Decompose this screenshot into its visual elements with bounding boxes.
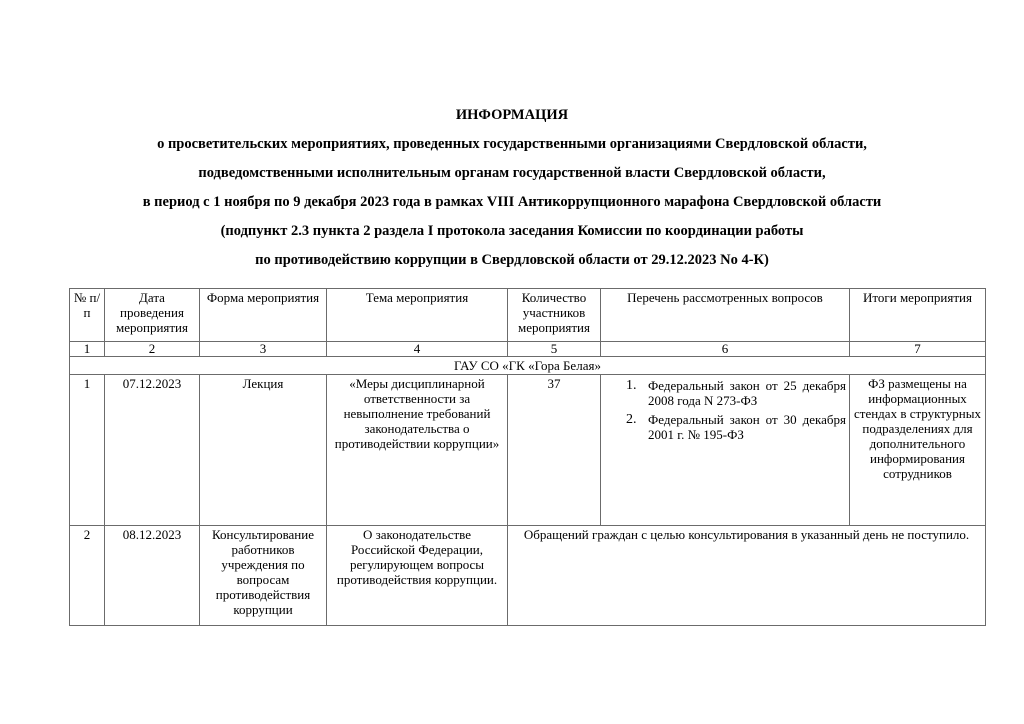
section-title: ГАУ СО «ГК «Гора Белая» [70,357,986,375]
table-row [70,375,986,526]
row-topic: «Меры дисциплинарной ответственности за невыполнение требований законодательства о противодействии коррупции» [327,375,508,526]
row-participants: 37 [508,375,601,526]
column-number: 5 [508,342,601,357]
column-number: 7 [850,342,986,357]
heading-line-3: в период с 1 ноября по 9 декабря 2023 года в рамках VIII Антикоррупционного марафона Свердловской области [142,194,882,210]
question-text: Федеральный закон от 25 декабря 2008 года N 273-ФЗ [648,378,846,408]
header-num: № п/п [70,289,105,342]
header-participants: Количество участников мероприятия [508,289,601,342]
row-questions [601,375,850,526]
events-table [69,288,986,626]
column-number-row [70,342,986,357]
column-number: 4 [327,342,508,357]
header-topic: Тема мероприятия [327,289,508,342]
header-form: Форма мероприятия [200,289,327,342]
row-topic: О законодательстве Российской Федерации, регулирующем вопросы противодействия коррупции. [327,526,508,626]
row-merged-note: Обращений граждан с целью консультирования в указанный день не поступило. [508,526,986,626]
document-heading [40,104,984,278]
section-row [70,357,986,375]
table-row [70,526,986,626]
column-number: 1 [70,342,105,357]
column-number: 3 [200,342,327,357]
row-form: Лекция [200,375,327,526]
row-num: 1 [70,375,105,526]
header-questions: Перечень рассмотренных вопросов [601,289,850,342]
document-title: ИНФОРМАЦИЯ [455,107,569,123]
row-date: 08.12.2023 [105,526,200,626]
question-number: 1. [626,378,637,393]
row-results: ФЗ размещены на информационных стендах в структурных подразделениях для дополнительного информирования сотрудников [850,375,986,526]
heading-line-5: по противодействию коррупции в Свердловской области от 29.12.2023 No 4-К) [255,252,769,268]
table-header-row [70,289,986,342]
header-date: Дата проведения мероприятия [105,289,200,342]
row-num: 2 [70,526,105,626]
question-text: Федеральный закон от 30 декабря 2001 г. № 195-ФЗ [648,412,846,442]
row-date: 07.12.2023 [105,375,200,526]
row-form: Консультирование работников учреждения по вопросам противодействия коррупции [200,526,327,626]
column-number: 6 [601,342,850,357]
heading-line-4: (подпункт 2.3 пункта 2 раздела I протокола заседания Комиссии по координации работы [220,223,804,239]
heading-line-1: о просветительских мероприятиях, проведенных государственными организациями Свердловской области, [157,136,867,152]
question-number: 2. [626,412,637,427]
questions-list [604,378,846,442]
column-number: 2 [105,342,200,357]
question-item [604,412,846,442]
question-item [604,378,846,408]
heading-line-2: подведомственными исполнительным органам государственной власти Свердловской области, [198,165,826,181]
header-results: Итоги мероприятия [850,289,986,342]
